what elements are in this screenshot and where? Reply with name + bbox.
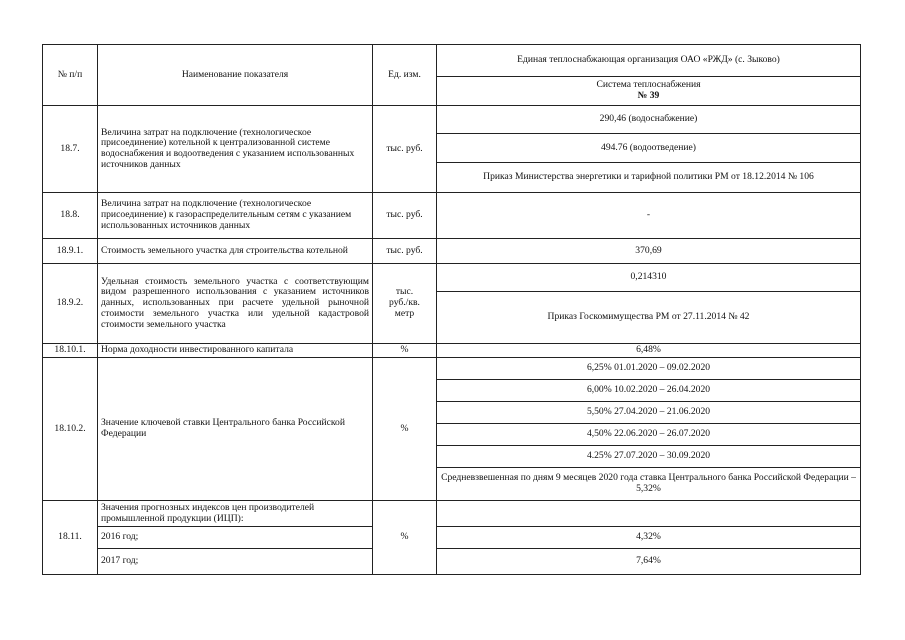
row-num: 18.10.2. [43,358,98,501]
indicators-table [42,44,861,575]
table-row [43,239,861,264]
table-row [43,358,861,380]
row-unit: % [373,344,437,358]
system-label: Система теплоснабжения [596,79,701,91]
unit-line: руб./кв. [389,297,420,309]
header-unit: Ед. изм. [373,45,437,106]
row-unit: % [373,501,437,575]
row-value: 6,00% 10.02.2020 – 26.04.2020 [437,380,861,402]
row-value: 6,48% [437,344,861,358]
row-unit: тыс. руб. [373,239,437,264]
row-name: Удельная стоимость земельного участка с соответствующим видом разрешенного использования с указанием источников данных, использованных при расчете удельной рыночной стоимости земельного участка или удельной кадастровой стоимости земельного участка [98,264,373,344]
row-value: 5,50% 27.04.2020 – 21.06.2020 [437,402,861,424]
row-value: 0,214310 [437,264,861,292]
row-unit [373,264,437,344]
unit-line: метр [394,307,415,319]
row-name: Значение ключевой ставки Центрального банка Российской Федерации [98,358,373,501]
table-row [43,106,861,134]
row-value: 370,69 [437,239,861,264]
row-value: Приказ Госкомимущества РМ от 27.11.2014 № 42 [437,292,861,344]
row-unit: тыс. руб. [373,106,437,193]
table-row [43,549,861,575]
row-num: 18.9.2. [43,264,98,344]
row-sub-label: 2017 год; [98,549,373,575]
row-unit: тыс. руб. [373,193,437,239]
row-value: 4,50% 22.06.2020 – 26.07.2020 [437,424,861,446]
row-value: 4.25% 27.07.2020 – 30.09.2020 [437,446,861,468]
row-value: Средневзвешенная по дням 9 месяцев 2020 года ставка Центрального банка Российской Федерации – 5,32% [437,468,861,501]
row-name: Стоимость земельного участка для строительства котельной [98,239,373,264]
row-name: Величина затрат на подключение (технологическое присоединение) котельной к централизованной системе водоснабжения и водоотведения с указанием использованных источников данных [98,106,373,193]
header-row [43,45,861,77]
header-num: № п/п [43,45,98,106]
row-num: 18.7. [43,106,98,193]
table-row [43,193,861,239]
row-name: Величина затрат на подключение (технологическое присоединение) к газораспределительным сетям с указанием использованных источников данных [98,193,373,239]
unit-line: тыс. [395,286,414,298]
row-value: 290,46 (водоснабжение) [437,106,861,134]
row-unit: % [373,358,437,501]
row-sub-label: 2016 год; [98,527,373,549]
row-num: 18.11. [43,501,98,575]
row-value: 494.76 (водоотведение) [437,134,861,163]
row-name: Норма доходности инвестированного капитала [98,344,373,358]
table-row [43,344,861,358]
header-name: Наименование показателя [98,45,373,106]
header-org: Единая теплоснабжающая организация ОАО «РЖД» (с. Зыково) [437,45,861,77]
table-row [43,501,861,527]
row-value: Приказ Министерства энергетики и тарифной политики РМ от 18.12.2014 № 106 [437,163,861,193]
table-row [43,527,861,549]
row-num: 18.10.1. [43,344,98,358]
header-system [437,77,861,106]
row-value: 7,64% [437,549,861,575]
row-name: Значения прогнозных индексов цен производителей промышленной продукции (ИЦП): [98,501,373,527]
row-num: 18.8. [43,193,98,239]
row-value: 6,25% 01.01.2020 – 09.02.2020 [437,358,861,380]
table-row [43,264,861,292]
system-number: № 39 [637,90,660,101]
row-value-empty [437,501,861,527]
row-value: - [437,193,861,239]
row-num: 18.9.1. [43,239,98,264]
row-value: 4,32% [437,527,861,549]
